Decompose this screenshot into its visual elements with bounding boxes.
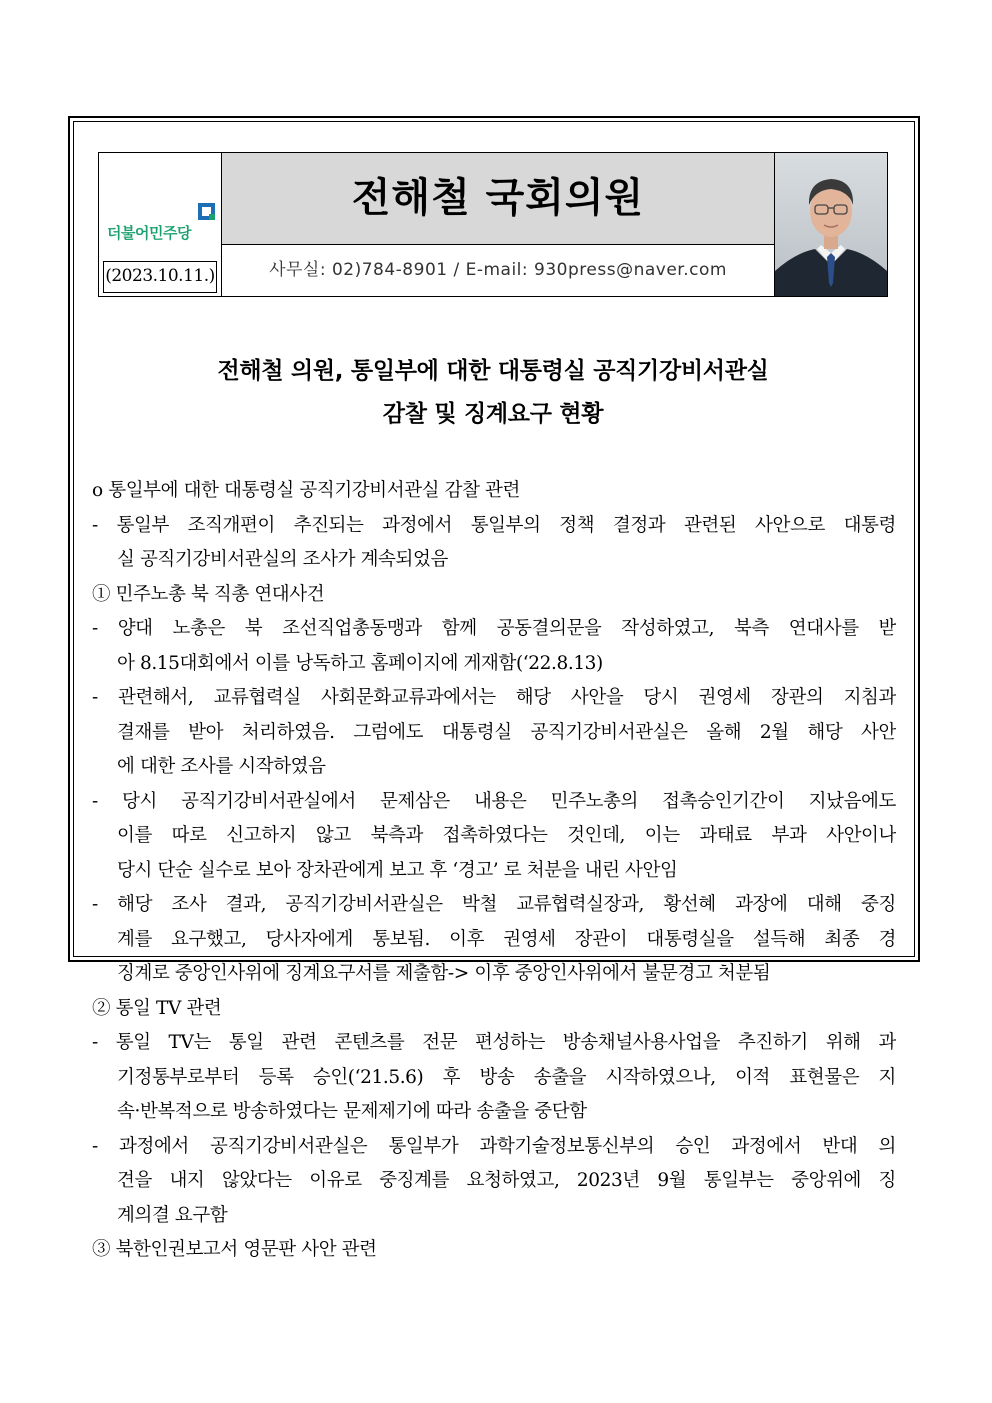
logo-cell bbox=[99, 153, 222, 296]
body-line: 당시 단순 실수로 보아 장차관에게 보고 후 ‘경고’ 로 처분을 내린 사안임 bbox=[117, 859, 678, 881]
body-line: - 과정에서 공직기강비서관실은 통일부가 과학기술정보통신부의 승인 과정에서 반대 의 bbox=[92, 1135, 896, 1157]
body-line: ② 통일 TV 관련 bbox=[92, 997, 222, 1019]
body-line: - 통일 TV는 통일 관련 콘텐츠를 전문 편성하는 방송채널사용사업을 추진하기 위해 과 bbox=[92, 1032, 896, 1053]
article-body bbox=[92, 474, 896, 1268]
portrait-image bbox=[775, 153, 887, 296]
body-line: 아 8.15대회에서 이를 낭독하고 홈페이지에 게재함(‘22.8.13) bbox=[117, 652, 603, 674]
release-date: (2023.10.11.) bbox=[103, 261, 217, 293]
body-line: 속·반복적으로 방송하였다는 문제제기에 따라 송출을 중단함 bbox=[117, 1101, 587, 1122]
headline-line-2: 감찰 및 징계요구 현황 bbox=[382, 401, 604, 427]
party-logo-text: 더불어민주당 bbox=[107, 224, 191, 242]
portrait-photo bbox=[774, 153, 887, 296]
body-line: 견을 내지 않았다는 이유로 중징계를 요청하였고, 2023년 9월 통일부는 중앙위에 징 bbox=[117, 1170, 896, 1191]
body-line: - 해당 조사 결과, 공직기강비서관실은 박철 교류협력실장과, 황선혜 과장에 대해 중징 bbox=[92, 894, 896, 915]
body-line: ① 민주노총 북 직총 연대사건 bbox=[92, 583, 325, 605]
body-line: 기정통부로부터 등록 승인(‘21.5.6) 후 방송 송출을 시작하였으나, 이적 표현물은 지 bbox=[117, 1066, 896, 1088]
page-title: 전해철 국회의원 bbox=[222, 153, 774, 245]
body-line: o 통일부에 대한 대통령실 공직기강비서관실 감찰 관련 bbox=[92, 480, 520, 501]
body-line: - 통일부 조직개편이 추진되는 과정에서 통일부의 정책 결정과 관련된 사안으로 대통령 bbox=[92, 514, 896, 536]
body-line: 계의결 요구함 bbox=[117, 1204, 228, 1226]
body-line: 실 공직기강비서관실의 조사가 계속되었음 bbox=[117, 549, 448, 570]
body-line: 징계로 중앙인사위에 징계요구서를 제출함-> 이후 중앙인사위에서 불문경고 처분됨 bbox=[117, 963, 771, 984]
body-line: 계를 요구했고, 당사자에게 통보됨. 이후 권영세 장관이 대통령실을 설득해 최종 경 bbox=[117, 928, 896, 950]
party-logo bbox=[107, 203, 217, 243]
body-line: 이를 따로 신고하지 않고 북측과 접촉하였다는 것인데, 이는 과태료 부과 사안이나 bbox=[117, 825, 896, 846]
body-line: 결재를 받아 처리하였음. 그럼에도 대통령실 공직기강비서관실은 올해 2월 해당 사안 bbox=[117, 721, 896, 743]
body-line: - 관련해서, 교류협력실 사회문화교류과에서는 해당 사안을 당시 권영세 장관의 지침과 bbox=[92, 687, 896, 708]
body-line: 에 대한 조사를 시작하였음 bbox=[117, 756, 326, 777]
contact-info: 사무실: 02)784-8901 / E-mail: 930press@naver.com bbox=[269, 260, 727, 280]
headline-line-1: 전해철 의원, 통일부에 대한 대통령실 공직기강비서관실 bbox=[217, 358, 769, 384]
body-line: ③ 북한인권보고서 영문판 사안 관련 bbox=[92, 1239, 377, 1260]
press-release-header bbox=[98, 152, 888, 297]
party-logo-mark-icon bbox=[198, 203, 215, 220]
body-line: - 당시 공직기강비서관실에서 문제삼은 내용은 민주노총의 접촉승인기간이 지났음에도 bbox=[92, 790, 896, 812]
body-line: - 양대 노총은 북 조선직업총동맹과 함께 공동결의문을 작성하였고, 북측 연대사를 받 bbox=[92, 618, 896, 639]
